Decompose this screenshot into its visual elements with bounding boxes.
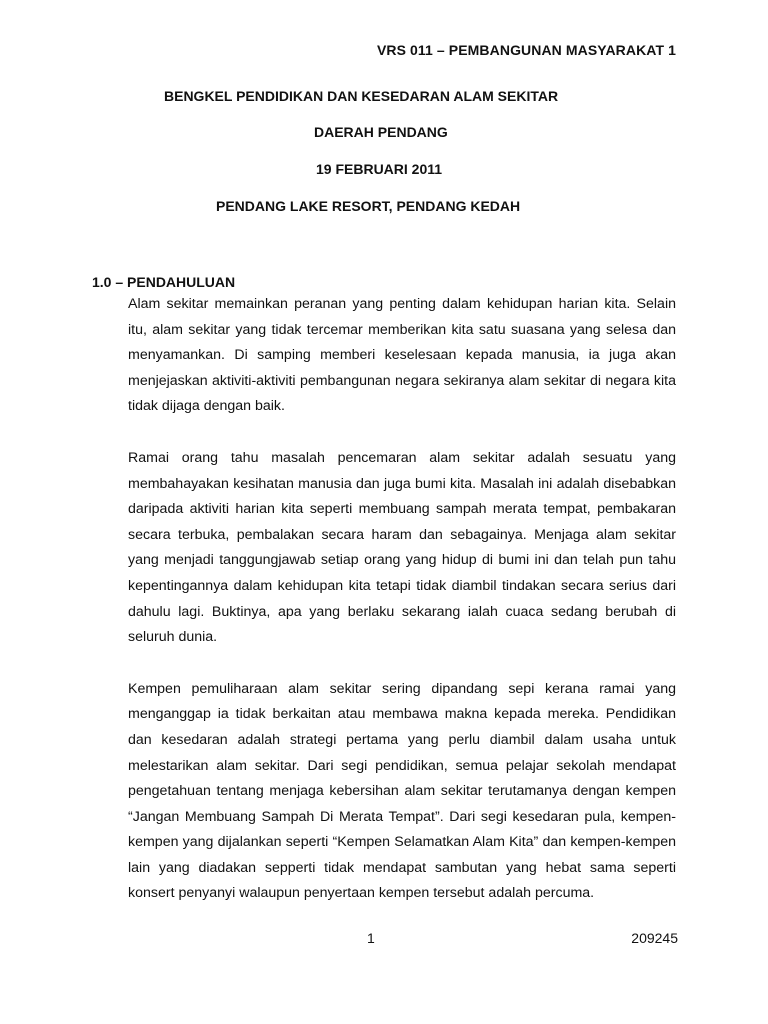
document-date: 19 FEBRUARI 2011 bbox=[316, 161, 443, 177]
paragraph: Ramai orang tahu masalah pencemaran alam sekitar adalah sesuatu yang membahayakan kesihatan manusia dan juga bumi kita. Masalah ini adalah disebabkan daripada aktiviti harian kita seperti membuang sampah merata tempat, pembakaran secara terbuka, pembalakan secara haram dan sebagainya. Menjaga alam sekitar yang menjadi tanggungjawab setiap orang yang hidup di bumi ini dan telah pun tahu kepentingannya dalam kehidupan kita tetapi tidak diambil tindakan secara serius dari dahulu lagi. Buktinya, apa yang berlaku sekarang ialah cuaca sedang berubah di seluruh dunia. bbox=[128, 449, 676, 646]
paragraph: Alam sekitar memainkan peranan yang penting dalam kehidupan harian kita. Selain itu, alam sekitar yang tidak tercemar memberikan kita satu suasana yang selesa dan menyamankan. Di samping memberi keselesaan kepada manusia, ia juga akan menjejaskan aktiviti-aktiviti pembangunan negara sekiranya alam sekitar di negara kita tidak dijaga dengan baik. bbox=[128, 296, 676, 415]
section-heading: 1.0 – PENDAHULUAN bbox=[92, 274, 236, 290]
paragraph: Kempen pemuliharaan alam sekitar sering dipandang sepi kerana ramai yang menganggap ia tidak berkaitan atau membawa makna kepada mereka. Pendidikan dan kesedaran adalah strategi pertama yang perlu diambil dalam usaha untuk melestarikan alam sekitar. Dari segi pendidikan, semua pelajar sekolah mendapat pengetahuan tentang menjaga kebersihan alam sekitar terutamanya dengan kempen “Jangan Membuang Sampah Di Merata Tempat”. Dari segi kesedaran pula, kempen-kempen yang dijalankan seperti “Kempen Selamatkan Alam Kita” dan kempen-kempen lain yang diadakan sepperti tidak mendapat sambutan yang hebat sama seperti konsert penyanyi walaupun penyertaan kempen tersebut adalah percuma. bbox=[128, 680, 676, 902]
document-district: DAERAH PENDANG bbox=[314, 124, 448, 140]
document-venue: PENDANG LAKE RESORT, PENDANG KEDAH bbox=[216, 198, 521, 214]
document-id: 209245 bbox=[631, 930, 678, 946]
page-number: 1 bbox=[367, 930, 375, 946]
course-code-header: VRS 011 – PEMBANGUNAN MASYARAKAT 1 bbox=[376, 42, 676, 58]
section-body bbox=[128, 292, 676, 932]
document-title: BENGKEL PENDIDIKAN DAN KESEDARAN ALAM SEKITAR bbox=[164, 88, 559, 104]
